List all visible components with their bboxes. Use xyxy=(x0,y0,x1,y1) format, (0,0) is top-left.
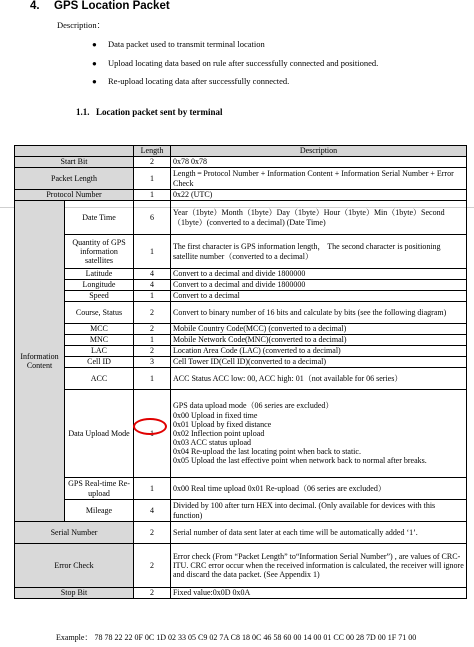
row-name: Data Upload Mode xyxy=(65,390,134,478)
row-name: MNC xyxy=(65,335,134,346)
table-row xyxy=(15,280,467,291)
row-description: Divided by 100 after turn HEX into decimal. (Only available for devices with this function) xyxy=(171,500,467,522)
table-row xyxy=(15,269,467,280)
row-description: Serial number of data sent later at each time will be automatically added ‘1’. xyxy=(171,522,467,544)
table-row xyxy=(15,168,467,190)
acc-length-highlight-circle xyxy=(133,418,167,435)
row-name: Speed xyxy=(65,291,134,302)
table-row xyxy=(15,357,467,368)
table-row xyxy=(15,324,467,335)
row-length: 4 xyxy=(134,269,171,280)
row-name: GPS Real-time Re-upload xyxy=(65,478,134,500)
row-description: Location Area Code (LAC) (converted to a decimal) xyxy=(171,346,467,357)
row-name: LAC xyxy=(65,346,134,357)
row-name: Course, Status xyxy=(65,302,134,324)
bullet-dot-icon: ● xyxy=(92,77,97,86)
information-content-label: Information Content xyxy=(15,201,65,522)
example-label: Example： xyxy=(56,633,93,642)
row-name: MCC xyxy=(65,324,134,335)
row-description xyxy=(171,390,467,478)
table-row xyxy=(15,588,467,599)
row-length: 2 xyxy=(134,588,171,599)
section-heading xyxy=(30,0,170,12)
row-name: Stop Bit xyxy=(15,588,134,599)
row-name: Longitude xyxy=(65,280,134,291)
bullet-text: Re-upload locating data after successfully connected. xyxy=(108,76,290,86)
row-length: 2 xyxy=(134,157,171,168)
row-length: 2 xyxy=(134,346,171,357)
row-description: Convert to a decimal xyxy=(171,291,467,302)
row-description: Length = Protocol Number + Information Content + Information Serial Number + Error Check xyxy=(171,168,467,190)
row-length: 4 xyxy=(134,500,171,522)
table-row xyxy=(15,291,467,302)
row-length: 1 xyxy=(134,168,171,190)
row-description: Year（1byte）Month（1byte）Day（1byte）Hour（1byte）Min（1byte）Second（1byte）(converted to a decimal) (Date Time) xyxy=(171,201,467,235)
row-length: 1 xyxy=(134,235,171,269)
row-description: Convert to a decimal and divide 1800000 xyxy=(171,280,467,291)
table-row xyxy=(15,335,467,346)
row-description: 0x00 Real time upload 0x01 Re-upload（06 series are excluded） xyxy=(171,478,467,500)
row-description: 0x78 0x78 xyxy=(171,157,467,168)
bullet-dot-icon: ● xyxy=(92,58,97,68)
row-length: 1 xyxy=(134,390,171,478)
upload-mode-line: GPS data upload mode（06 series are excluded） xyxy=(173,401,334,411)
row-length: 1 xyxy=(134,190,171,201)
table-row xyxy=(15,190,467,201)
section-title: GPS Location Packet xyxy=(54,0,170,12)
row-name: Packet Length xyxy=(15,168,134,190)
table-row xyxy=(15,500,467,522)
row-description: 0x22 (UTC) xyxy=(171,190,467,201)
row-name: Serial Number xyxy=(15,522,134,544)
table-row xyxy=(15,368,467,390)
description-label: Description： xyxy=(57,20,106,30)
row-description: The first character is GPS information length， The second character is positioning satellite number（converted to a decimal） xyxy=(171,235,467,269)
row-length: 1 xyxy=(134,291,171,302)
row-length: 1 xyxy=(134,478,171,500)
table-row xyxy=(15,522,467,544)
row-description: Mobile Country Code(MCC) (converted to a decimal) xyxy=(171,324,467,335)
upload-mode-line: 0x04 Re-upload the last locating point when back to static. xyxy=(173,447,361,457)
upload-mode-line: 0x02 Inflection point upload xyxy=(173,428,265,438)
table-row xyxy=(15,157,467,168)
bullet-dot-icon: ● xyxy=(92,40,97,49)
row-description: ACC Status ACC low: 00, ACC high: 01（not available for 06 series） xyxy=(171,368,467,390)
row-length: 2 xyxy=(134,522,171,544)
row-length: 1 xyxy=(134,368,171,390)
bullet-text: Upload locating data based on rule after successfully connected and positioned. xyxy=(108,57,379,68)
row-name: Cell ID xyxy=(65,357,134,368)
table-row xyxy=(15,302,467,324)
header-length: Length xyxy=(134,146,171,157)
table-row xyxy=(15,544,467,588)
table-row xyxy=(15,201,467,235)
table-row xyxy=(15,235,467,269)
row-length: 2 xyxy=(134,302,171,324)
location-packet-table xyxy=(14,145,467,599)
table-row xyxy=(15,478,467,500)
row-length: 2 xyxy=(134,544,171,588)
row-length: 3 xyxy=(134,357,171,368)
section-number: 4. xyxy=(30,0,40,12)
bullet-item xyxy=(92,38,378,57)
subsection-heading xyxy=(76,107,223,117)
table-row xyxy=(15,390,467,478)
row-name: Quantity of GPS information satellites xyxy=(65,235,134,269)
subsection-title: Location packet sent by terminal xyxy=(96,107,223,117)
row-length: 1 xyxy=(134,335,171,346)
row-name: Start Bit xyxy=(15,157,134,168)
bullet-item xyxy=(92,75,378,94)
upload-mode-line: 0x05 Upload the last effective point when network back to normal after breaks. xyxy=(173,456,427,466)
header-description: Description xyxy=(171,146,467,157)
upload-mode-line: 0x01 Upload by fixed distance xyxy=(173,419,272,429)
upload-mode-line: 0x00 Upload in fixed time xyxy=(173,410,258,420)
row-length: 6 xyxy=(134,201,171,235)
table-row xyxy=(15,346,467,357)
row-description: Convert to a decimal and divide 1800000 xyxy=(171,269,467,280)
table-header-row xyxy=(15,146,467,157)
row-description: Cell Tower ID(Cell ID)(converted to a decimal) xyxy=(171,357,467,368)
row-length: 2 xyxy=(134,324,171,335)
row-description: Mobile Network Code(MNC)(converted to a decimal) xyxy=(171,335,467,346)
example-line xyxy=(56,632,416,643)
row-name: Mileage xyxy=(65,500,134,522)
bullet-text: Data packet used to transmit terminal location xyxy=(108,39,265,49)
row-description: Fixed value:0x0D 0x0A xyxy=(171,588,467,599)
subsection-number: 1.1. xyxy=(76,107,90,117)
row-name: Latitude xyxy=(65,269,134,280)
row-name: Date Time xyxy=(65,201,134,235)
row-name: Error Check xyxy=(15,544,134,588)
bullet-item xyxy=(92,57,378,76)
row-description: Error check (From “Packet Length” to“Information Serial Number”) , are values of CRC-ITU. CRC error occur when the received information is calculated, the receiver will ignore and discard the data packet. (See Appendix 1) xyxy=(171,544,467,588)
row-name: Protocol Number xyxy=(15,190,134,201)
upload-mode-line: 0x03 ACC status upload xyxy=(173,438,252,448)
example-value: 78 78 22 22 0F 0C 1D 02 33 05 C9 02 7A C8 18 0C 46 58 60 00 14 00 01 CC 00 28 7D 00 1F 71 00 xyxy=(94,633,417,642)
description-bullet-list xyxy=(92,38,378,94)
row-description: Convert to binary number of 16 bits and calculate by bits (see the following diagram) xyxy=(171,302,467,324)
row-length: 4 xyxy=(134,280,171,291)
header-field xyxy=(15,146,134,157)
row-name: ACC xyxy=(65,368,134,390)
